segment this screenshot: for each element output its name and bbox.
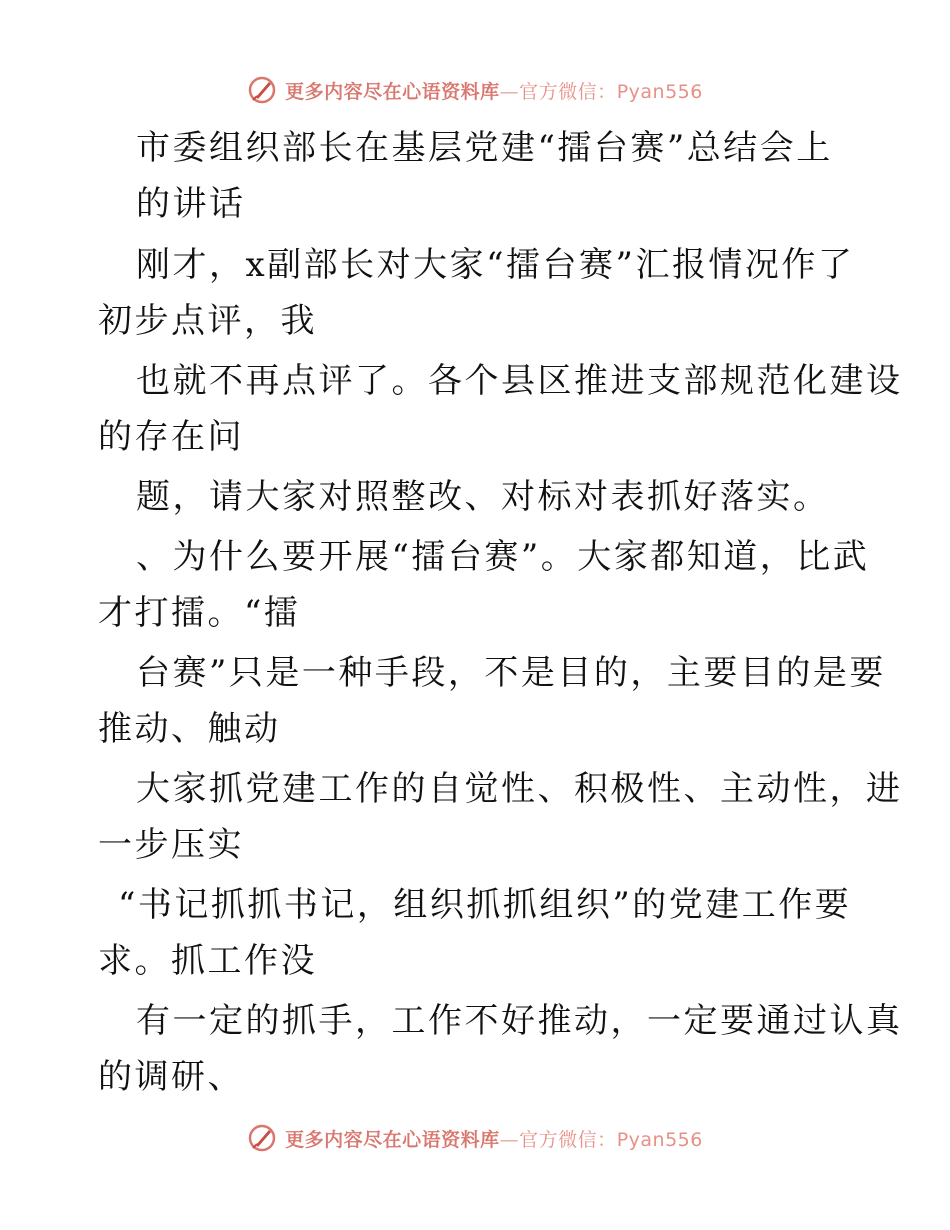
watermark-dash: — xyxy=(499,80,520,103)
paragraph-line: 才打擂。“擂 xyxy=(98,593,301,633)
watermark-brand: 更多内容尽在心语资料库 xyxy=(285,80,500,103)
paragraph-line: 推动、触动 xyxy=(98,709,281,749)
watermark-brand: 更多内容尽在心语资料库 xyxy=(285,1128,500,1151)
watermark-text xyxy=(285,77,703,104)
paragraph-line: 题，请大家对照整改、对标对表抓好落实。 xyxy=(136,477,830,517)
paragraph-line: “书记抓抓书记，组织抓抓组织”的党建工作要 xyxy=(118,885,852,925)
paragraph-line: 大家抓党建工作的自觉性、积极性、主动性，进 xyxy=(136,769,903,809)
quill-logo-icon xyxy=(247,1123,277,1153)
paragraph-line: 初步点评，我 xyxy=(98,301,317,341)
paragraph-line: 的存在问 xyxy=(98,417,244,457)
watermark-wechat-id: Pyan556 xyxy=(616,80,703,103)
title-line-1: 市委组织部长在基层党建“擂台赛”总结会上 xyxy=(136,128,833,168)
paragraph-line: 求。抓工作没 xyxy=(98,941,317,981)
footer-watermark xyxy=(0,1118,950,1158)
paragraph-line: 一步压实 xyxy=(98,825,244,865)
quill-logo-icon xyxy=(247,75,277,105)
watermark-dash: — xyxy=(499,1128,520,1151)
paragraph-line: 的调研、 xyxy=(98,1057,244,1097)
watermark-wechat-label: 官方微信： xyxy=(519,1128,617,1151)
watermark-text xyxy=(285,1125,703,1152)
watermark-wechat-label: 官方微信： xyxy=(519,80,617,103)
watermark-wechat-id: Pyan556 xyxy=(616,1128,703,1151)
paragraph-line: 刚才，x副部长对大家“擂台赛”汇报情况作了 xyxy=(136,245,855,285)
paragraph-line: 有一定的抓手，工作不好推动，一定要通过认真 xyxy=(136,1001,903,1041)
title-line-2: 的讲话 xyxy=(136,184,246,224)
paragraph-line: 、为什么要开展“擂台赛”。大家都知道，比武 xyxy=(136,537,870,577)
header-watermark xyxy=(0,70,950,110)
paragraph-line: 台赛”只是一种手段，不是目的，主要目的是要 xyxy=(136,653,886,693)
paragraph-line: 也就不再点评了。各个县区推进支部规范化建设 xyxy=(136,361,903,401)
